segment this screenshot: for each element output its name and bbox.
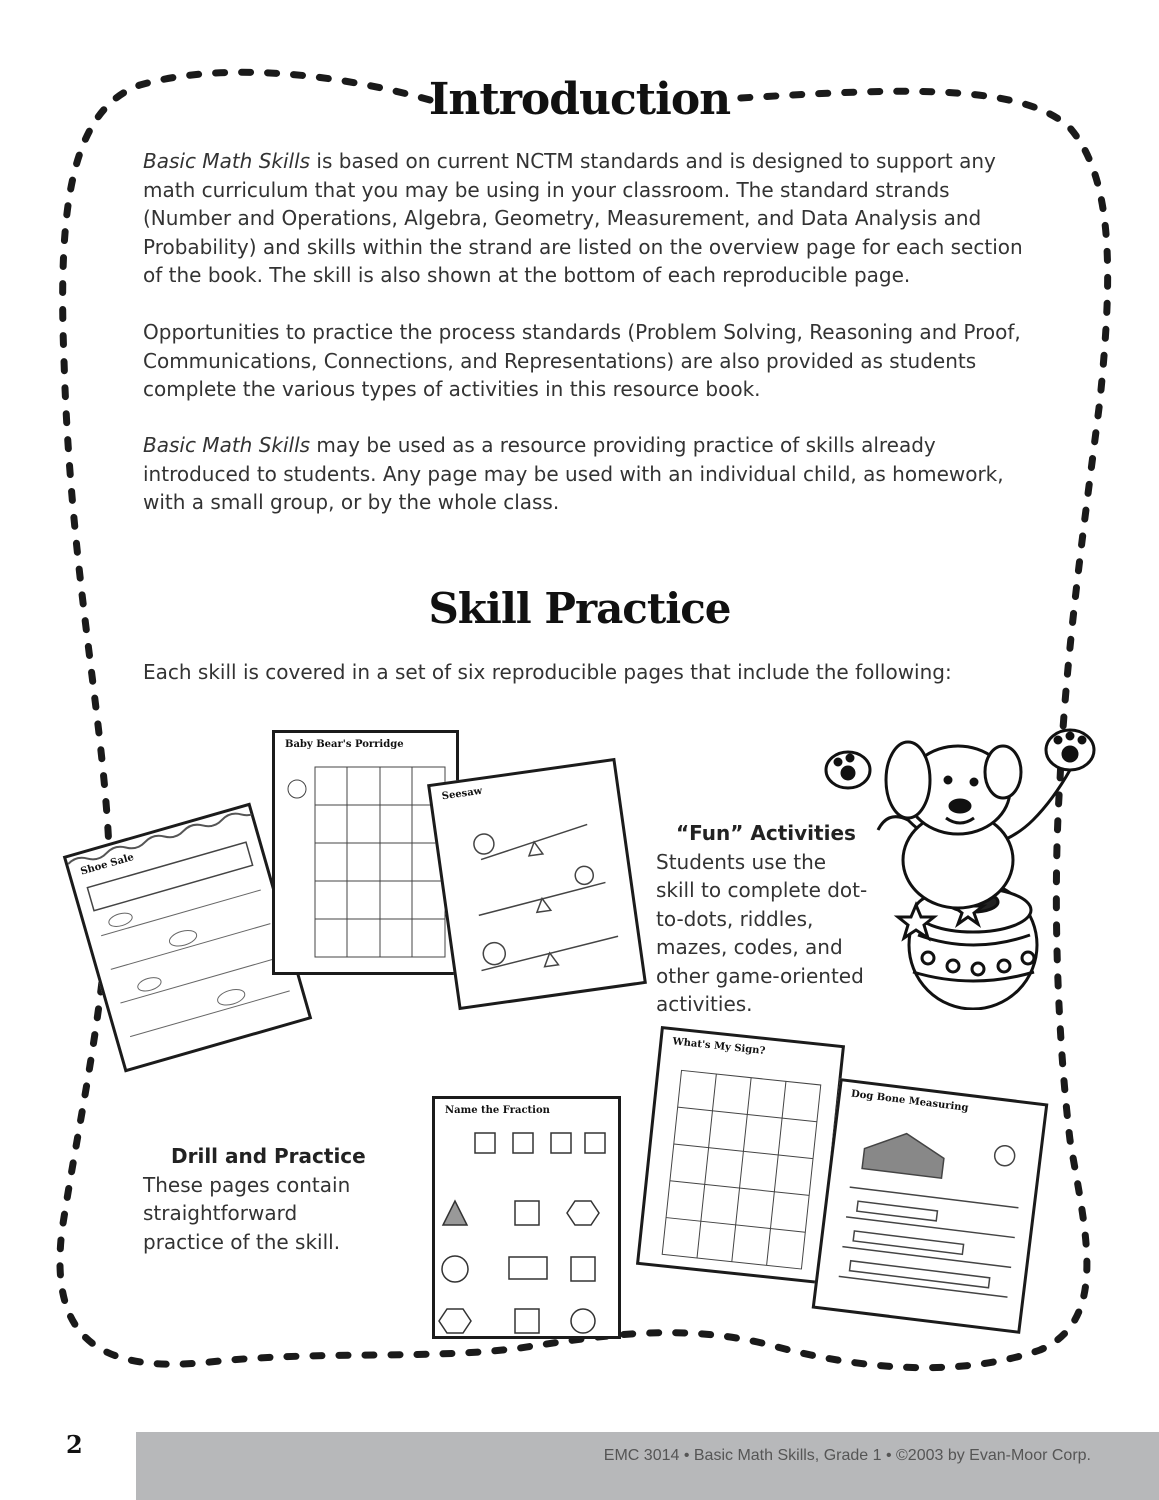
- worksheet-seesaw: [427, 758, 647, 1010]
- drill-practice-block: [143, 1142, 383, 1256]
- page-number: 2: [66, 1430, 83, 1459]
- skill-practice-title: Skill Practice: [428, 584, 731, 633]
- worksheet-title: Seesaw: [441, 785, 483, 803]
- intro-paragraph-1-text: is based on current NCTM standards and is designed to support any math curriculum that you may be using in your classroom. The standard strands (Number and Operations, Algebra, Geometry, Measurement, and Data Analysis and Probability) and skills within the strand are listed on the overview page for each section of the book. The skill is also shown at the bottom of each reproducible page.: [143, 149, 1023, 288]
- footer-text: EMC 3014 • Basic Math Skills, Grade 1 • ©2003 by Evan-Moor Corp.: [603, 1447, 1091, 1464]
- worksheet-title: Baby Bear's Porridge: [285, 739, 404, 750]
- fun-activities-label: “Fun” Activities: [676, 821, 856, 845]
- book-title-italic: Basic Math Skills: [143, 433, 311, 457]
- drill-practice-label: Drill and Practice: [171, 1144, 366, 1168]
- intro-title: Introduction: [428, 74, 731, 125]
- intro-paragraph-3-text: may be used as a resource providing practice of skills already introduced to students. Any page may be used with an individual child, as homework, with a small group, or by the whole class.: [143, 433, 1004, 515]
- worksheet-title: Dog Bone Measuring: [850, 1088, 970, 1114]
- worksheet-title: What's My Sign?: [671, 1036, 766, 1057]
- seesaw-illustrations: [434, 785, 645, 1009]
- measuring-illustrations: [815, 1105, 1043, 1333]
- worksheet-dog-bone-measuring: [812, 1078, 1049, 1334]
- skill-practice-intro: Each skill is covered in a set of six reproducible pages that include the following:: [143, 660, 952, 684]
- drill-practice-text: These pages contain straightforward practice of the skill.: [143, 1172, 351, 1254]
- fun-activities-block: [656, 819, 871, 1019]
- worksheet-name-the-fraction: [432, 1096, 621, 1339]
- fun-activities-text: Students use the skill to complete dot-to-dots, riddles, mazes, codes, and other game-oriented activities.: [656, 849, 868, 1016]
- intro-paragraph-1: [143, 147, 1043, 290]
- worksheet-title: Name the Fraction: [445, 1105, 550, 1116]
- worksheet-whats-my-sign: [636, 1026, 845, 1284]
- footer-bar: [136, 1432, 1159, 1500]
- sign-grid: [639, 1053, 840, 1281]
- fraction-shapes: [435, 1121, 618, 1341]
- worksheet-title: Shoe Sale: [79, 851, 136, 878]
- intro-paragraph-3: [143, 431, 1043, 517]
- book-title-italic: Basic Math Skills: [143, 149, 311, 173]
- intro-paragraph-2: Opportunities to practice the process standards (Problem Solving, Reasoning and Proof, Communications, Connections, and Representations) are also provided as students complete the various types of activities in this resource book.: [143, 320, 1021, 402]
- worksheet-baby-bears-porridge: [272, 730, 459, 975]
